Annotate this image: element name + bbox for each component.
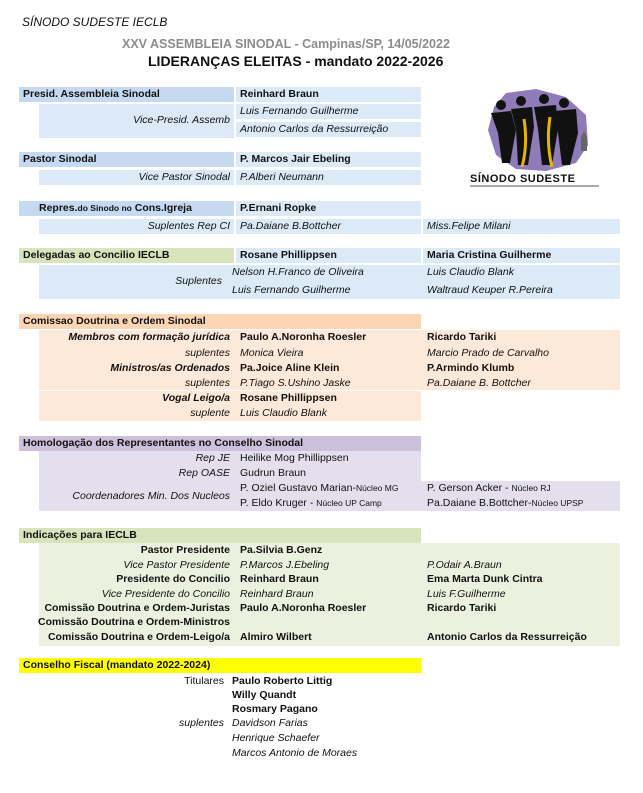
s3-sup2: Miss.Felipe Milani: [423, 219, 620, 234]
s6-c4: [423, 496, 620, 511]
s1-head-name: Reinhard Braun: [236, 87, 421, 102]
s8-t3: Rosmary Pagano: [232, 703, 318, 715]
s6-je-label: Rep JE: [195, 452, 230, 464]
s7-row-v1: P.Marcos J.Ebeling: [240, 559, 330, 571]
s5-min2: P.Armindo Klumb: [427, 362, 515, 374]
s7-row-v2: [423, 615, 620, 630]
assembly-line: XXV ASSEMBLEIA SINODAL - Campinas/SP, 14/05/2022: [122, 37, 450, 51]
synod-logo: [466, 85, 601, 193]
s5-vogal: Rosane Phillippsen: [240, 392, 337, 404]
s8-t1: Paulo Roberto Littig: [232, 675, 333, 687]
s7-row-v2: [423, 543, 620, 558]
s6-je: Heilike Mog Phillippsen: [240, 452, 349, 464]
logo-figures-icon: [466, 85, 601, 175]
s5-head: Comissao Doutrina e Ordem Sinodal: [19, 314, 421, 329]
s8-head: Conselho Fiscal (mandato 2022-2024): [19, 658, 421, 673]
s1-vice1: Luis Fernando Guilherme: [236, 104, 421, 119]
s5-juridica-label: Membros com formação jurídica: [68, 331, 230, 343]
s6-c4-name: Pa.Daiane B.Bottcher-: [427, 497, 532, 509]
logo-text: SÍNODO SUDESTE: [470, 173, 599, 187]
s7-row-v2: Ricardo Tariki: [427, 602, 497, 614]
s6-oase: Gudrun Braun: [240, 467, 306, 479]
s7-row-label: Comissão Doutrina e Ordem-Leigo/a: [47, 631, 230, 643]
s1-head: Presid. Assembleia Sinodal: [19, 87, 234, 102]
s4-s1: Nelson H.Franco de Oliveira: [232, 266, 364, 278]
org-name: SÍNODO SUDESTE IECLB: [22, 15, 168, 29]
s7-row-v2: P.Odair A.Braun: [427, 559, 502, 571]
s1-vice-label: Vice-Presid. Assemb: [133, 114, 230, 126]
s7-row-label: Vice Presidente do Concilio: [101, 588, 230, 600]
s2-head: Pastor Sinodal: [19, 152, 234, 167]
s7-row-v1: Reinhard Braun: [240, 573, 319, 585]
s4-s2: Luis Claudio Blank: [427, 266, 514, 278]
s4-d1: Rosane Phillippsen: [236, 248, 421, 263]
s7-row-label: Comissão Doutrina e Ordem-Juristas: [44, 602, 230, 614]
s4-d2: Maria Cristina Guilherme: [423, 248, 620, 263]
s6-c3-nucleo: Núcleo UP Camp: [316, 498, 382, 508]
s3-head: [19, 201, 234, 216]
s5-sup3: Luis Claudio Blank: [240, 407, 327, 419]
s5-vogal-label: Vogal Leigo/a: [162, 392, 230, 404]
s4-head: Delegadas ao Concilio IECLB: [19, 248, 234, 263]
s5-sup2b: Pa.Daiane B. Bottcher: [427, 377, 531, 389]
s7-row-v2: Luis F.Guilherme: [427, 588, 506, 600]
s5-sup2a: P.Tiago S.Ushino Jaske: [240, 377, 351, 389]
s5-min1: Pa.Joice Aline Klein: [240, 362, 340, 374]
s7-row-label: Comissão Doutrina e Ordem-Ministros: [38, 616, 230, 628]
s7-head: Indicações para IECLB: [19, 528, 421, 543]
s5-sup-label3: suplente: [190, 407, 230, 419]
s3-head-name: P.Ernani Ropke: [236, 201, 421, 216]
s4-s4: Waltraud Keuper R.Pereira: [427, 284, 553, 296]
s5-sup-label2: suplentes: [185, 377, 230, 389]
s8-s2: Henrique Schaefer: [232, 732, 320, 744]
s6-c2-name: P. Gerson Acker -: [427, 482, 512, 494]
s7-row-v1: Paulo A.Noronha Roesler: [240, 602, 367, 614]
s5-sup1a: Monica Vieira: [240, 347, 304, 359]
s5-sup1b: Marcio Prado de Carvalho: [427, 347, 549, 359]
s3-head-c: Cons.Igreja: [134, 202, 192, 214]
s6-c1-nucleo: Núcleo MG: [355, 483, 399, 493]
s7-row-label: Pastor Presidente: [140, 544, 230, 556]
s6-oase-label: Rep OASE: [178, 467, 230, 479]
s3-sup-label: Suplentes Rep CI: [39, 219, 234, 234]
s1-vice2: Antonio Carlos da Ressurreição: [236, 122, 421, 137]
s2-head-name: P. Marcos Jair Ebeling: [236, 152, 421, 167]
s6-c2-nucleo: Núcleo RJ: [511, 483, 551, 493]
s8-s1: Davidson Farias: [232, 717, 308, 729]
s8-tit-label: Titulares: [184, 675, 224, 687]
s3-sup1: Pa.Daiane B.Bottcher: [236, 219, 421, 234]
s7-row-v1: Pa.Silvia B.Genz: [240, 544, 323, 556]
s3-head-b: do Sinodo no: [77, 203, 132, 213]
s4-sup-label: Suplentes: [175, 275, 222, 287]
s2-vice-label: Vice Pastor Sinodal: [39, 170, 234, 185]
s4-s3: Luis Fernando Guilherme: [232, 284, 351, 296]
s5-juridica1: Paulo A.Noronha Roesler: [240, 331, 367, 343]
s5-ministros-label: Ministros/as Ordenados: [110, 362, 230, 374]
s7-row-v2: Ema Marta Dunk Cintra: [427, 573, 543, 585]
s6-head: Homologação dos Representantes no Conselho Sinodal: [19, 436, 421, 451]
page-title: LIDERANÇAS ELEITAS - mandato 2022-2026: [148, 53, 444, 69]
s6-c4-nucleo: Núcleo UPSP: [531, 498, 584, 508]
s6-c3: [236, 496, 423, 511]
s6-c2: [423, 481, 620, 496]
s6-c1: [236, 481, 423, 496]
s3-head-a: Repres.: [39, 202, 78, 214]
s8-sup-label: suplentes: [179, 717, 224, 729]
s2-vice-name: P.Alberi Neumann: [236, 170, 421, 185]
s5-juridica2: Ricardo Tariki: [427, 331, 497, 343]
s6-coord-label: Coordenadores Min. Dos Nucleos: [72, 490, 230, 502]
s6-c1-name: P. Oziel Gustavo Marian-: [240, 482, 356, 494]
s7-row-v1: Reinhard Braun: [240, 588, 314, 600]
s8-t2: Willy Quandt: [232, 689, 297, 701]
s8-s3: Marcos Antonio de Moraes: [232, 747, 358, 759]
s5-sup-label1: suplentes: [185, 347, 230, 359]
s7-row-label: Presidente do Concilio: [116, 573, 230, 585]
s7-row-label: Vice Pastor Presidente: [123, 559, 230, 571]
s7-row-v2: Antonio Carlos da Ressurreição: [427, 631, 587, 643]
s6-c3-name: P. Eldo Kruger -: [240, 497, 317, 509]
s7-row-v1: [236, 615, 421, 630]
s7-row-v1: Almiro Wilbert: [240, 631, 312, 643]
